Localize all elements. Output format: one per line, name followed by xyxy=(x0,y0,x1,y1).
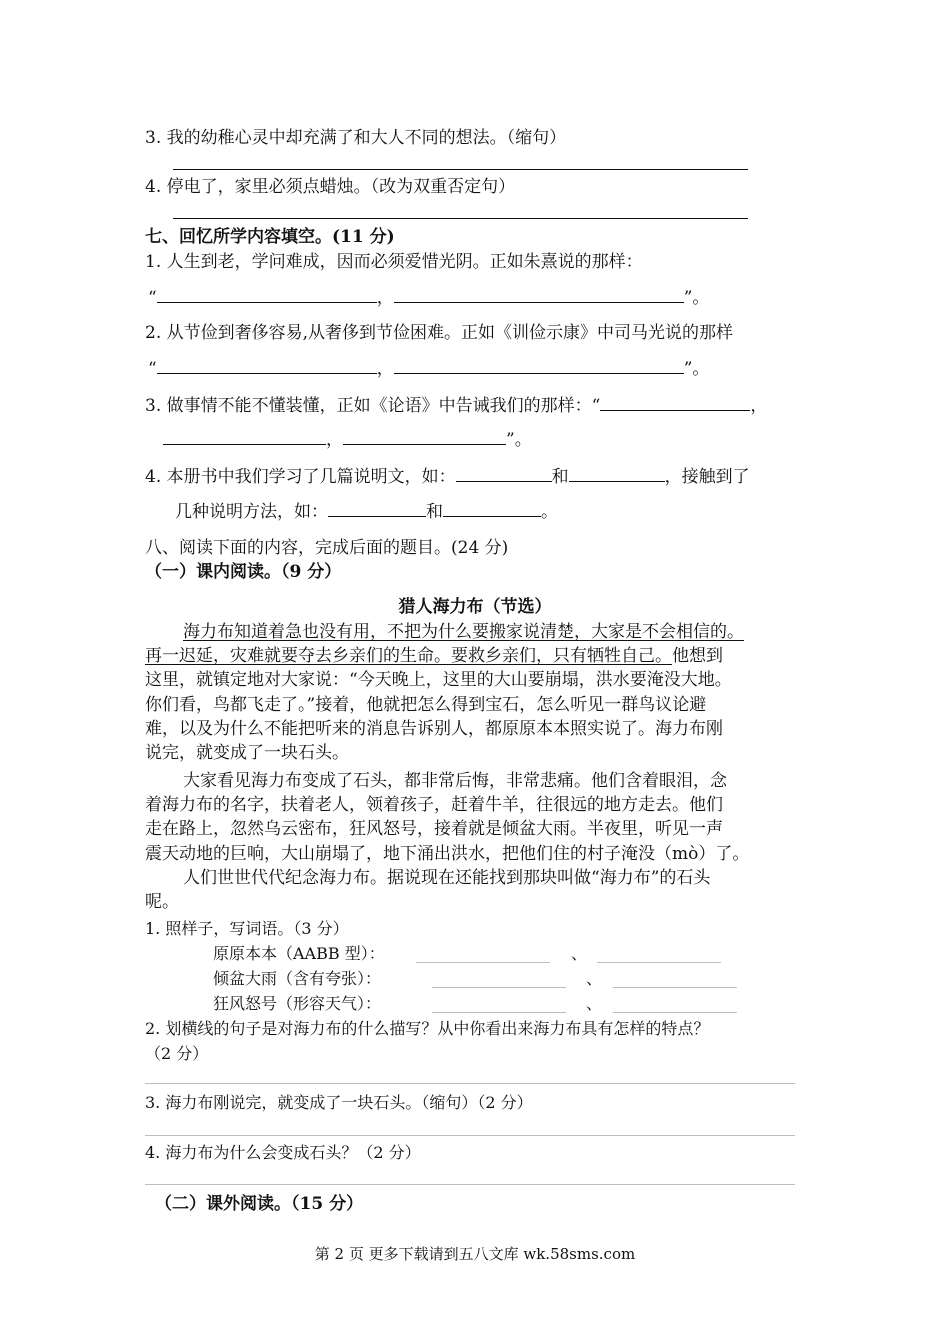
open-quote: “ xyxy=(148,288,157,308)
fill-blank[interactable] xyxy=(157,357,377,374)
passage-line: 难，以及为什么不能把听来的消息告诉别人，都原原本本照实说了。海力布刚 xyxy=(145,719,723,739)
fill-blank[interactable] xyxy=(443,500,541,517)
word-prompt: 原原本本（AABB 型）： xyxy=(213,944,385,963)
question-7-3 xyxy=(145,394,767,417)
question-6-3: 3. 我的幼稚心灵中却充满了和大人不同的想法。（缩句） xyxy=(145,128,567,148)
word-item xyxy=(213,993,381,1015)
answer-line[interactable] xyxy=(145,1135,795,1136)
section-7-heading: 七、回忆所学内容填空。(11 分) xyxy=(145,227,395,247)
separator: 、 xyxy=(586,969,603,988)
comma: ， xyxy=(376,288,394,308)
fill-blank[interactable] xyxy=(163,428,326,445)
he: 和 xyxy=(426,502,443,522)
fill-line[interactable] xyxy=(432,1012,566,1013)
close-quote: ”。 xyxy=(683,359,710,379)
passage-line: 这里，就镇定地对大家说：“今天晚上，这里的大山要崩塌，洪水要淹没大地。 xyxy=(145,670,732,690)
close-quote: ”。 xyxy=(506,430,532,450)
passage-text: 他想到 xyxy=(672,646,723,666)
fill-blank[interactable] xyxy=(600,394,750,411)
reading-question-1: 1. 照样子，写词语。（3 分） xyxy=(145,919,349,938)
passage-title: 猎人海力布（节选） xyxy=(398,597,552,617)
word-item xyxy=(213,968,381,990)
fill-blank[interactable] xyxy=(343,428,506,445)
fill-blank[interactable] xyxy=(157,286,377,303)
question-7-1-blanks xyxy=(148,286,709,309)
underlined-sentence: 再一迟延，灾难就要夺去乡亲们的生命。要救乡亲们，只有牺牲自己。 xyxy=(145,646,672,666)
question-7-1: 1. 人生到老，学问难成，因而必须爱惜光阴。正如朱熹说的那样： xyxy=(145,252,643,272)
passage-line: 说完，就变成了一块石头。 xyxy=(145,743,349,763)
fill-blank[interactable] xyxy=(328,500,426,517)
jiechu: ，接触到了 xyxy=(664,467,750,487)
question-7-2-blanks xyxy=(148,357,709,380)
question-7-3-text: 3. 做事情不能不懂装懂，正如《论语》中告诫我们的那样：“ xyxy=(145,396,601,416)
underlined-sentence: 海力布知道着急也没有用，不把为什么要搬家说清楚，大家是不会相信的。 xyxy=(183,622,744,642)
answer-line xyxy=(173,218,748,219)
passage-line: 着海力布的名字，扶着老人，领着孩子，赶着牛羊，往很远的地方走去。他们 xyxy=(145,795,723,815)
question-6-4: 4. 停电了，家里必须点蜡烛。（改为双重否定句） xyxy=(145,177,516,197)
period: 。 xyxy=(541,502,558,522)
question-7-4 xyxy=(145,465,750,488)
question-7-4-text2: 几种说明方法，如： xyxy=(175,502,328,522)
comma: ， xyxy=(750,396,768,416)
passage-line: 人们世世代代纪念海力布。据说现在还能找到那块叫做“海力布”的石头 xyxy=(183,868,711,888)
passage-line: 走在路上，忽然乌云密布，狂风怒号，接着就是倾盆大雨。半夜里，听见一声 xyxy=(145,819,723,839)
passage-line xyxy=(183,621,744,643)
fill-line[interactable] xyxy=(613,987,737,988)
he: 和 xyxy=(551,467,569,487)
answer-line[interactable] xyxy=(145,1083,795,1084)
question-7-3-blanks xyxy=(163,428,532,451)
part-1-heading: （一）课内阅读。（9 分） xyxy=(145,562,342,582)
section-8-heading: 八、阅读下面的内容，完成后面的题目。(24 分) xyxy=(145,538,509,558)
fill-line[interactable] xyxy=(432,987,566,988)
page-footer: 第 2 页 更多下载请到五八文库 wk.58sms.com xyxy=(314,1245,636,1263)
fill-line[interactable] xyxy=(597,962,721,963)
passage-line: 震天动地的巨响，大山崩塌了，地下涌出洪水，把他们住的村子淹没（mò）了。 xyxy=(145,844,750,864)
word-item xyxy=(213,943,385,965)
passage-line xyxy=(145,645,723,667)
fill-line[interactable] xyxy=(416,962,550,963)
separator: 、 xyxy=(586,994,603,1013)
comma: ， xyxy=(326,430,343,450)
separator: 、 xyxy=(571,944,588,963)
reading-question-3: 3. 海力布刚说完，就变成了一块石头。（缩句）（2 分） xyxy=(145,1093,533,1112)
fill-line[interactable] xyxy=(613,1012,737,1013)
question-7-4-line2 xyxy=(175,500,558,523)
question-7-4-text: 4. 本册书中我们学习了几篇说明文，如： xyxy=(145,467,456,487)
answer-line xyxy=(173,169,748,170)
reading-question-2: 2. 划横线的句子是对海力布的什么描写？从中你看出来海力布具有怎样的特点？ xyxy=(145,1019,710,1038)
open-quote: “ xyxy=(148,359,157,379)
comma: ， xyxy=(376,359,394,379)
answer-line[interactable] xyxy=(145,1184,795,1185)
fill-blank[interactable] xyxy=(394,286,684,303)
passage-line: 大家看见海力布变成了石头，都非常后悔，非常悲痛。他们含着眼泪，念 xyxy=(183,771,727,791)
passage-line: 呢。 xyxy=(145,892,179,912)
close-quote: ”。 xyxy=(683,288,710,308)
fill-blank[interactable] xyxy=(394,357,684,374)
fill-blank[interactable] xyxy=(456,465,552,482)
word-prompt: 狂风怒号（形容天气）： xyxy=(213,994,382,1013)
question-7-2: 2. 从节俭到奢侈容易,从奢侈到节俭困难。正如《训俭示康》中司马光说的那样 xyxy=(145,323,734,343)
word-prompt: 倾盆大雨（含有夸张）： xyxy=(213,969,382,988)
passage-line: 你们看，鸟都飞走了。”接着，他就把怎么得到宝石，怎么听见一群鸟议论避 xyxy=(145,695,707,715)
part-2-heading: （二）课外阅读。（15 分） xyxy=(155,1194,364,1214)
reading-question-4: 4. 海力布为什么会变成石头？（2 分） xyxy=(145,1143,421,1162)
reading-question-2-points: （2 分） xyxy=(145,1044,209,1063)
fill-blank[interactable] xyxy=(569,465,665,482)
